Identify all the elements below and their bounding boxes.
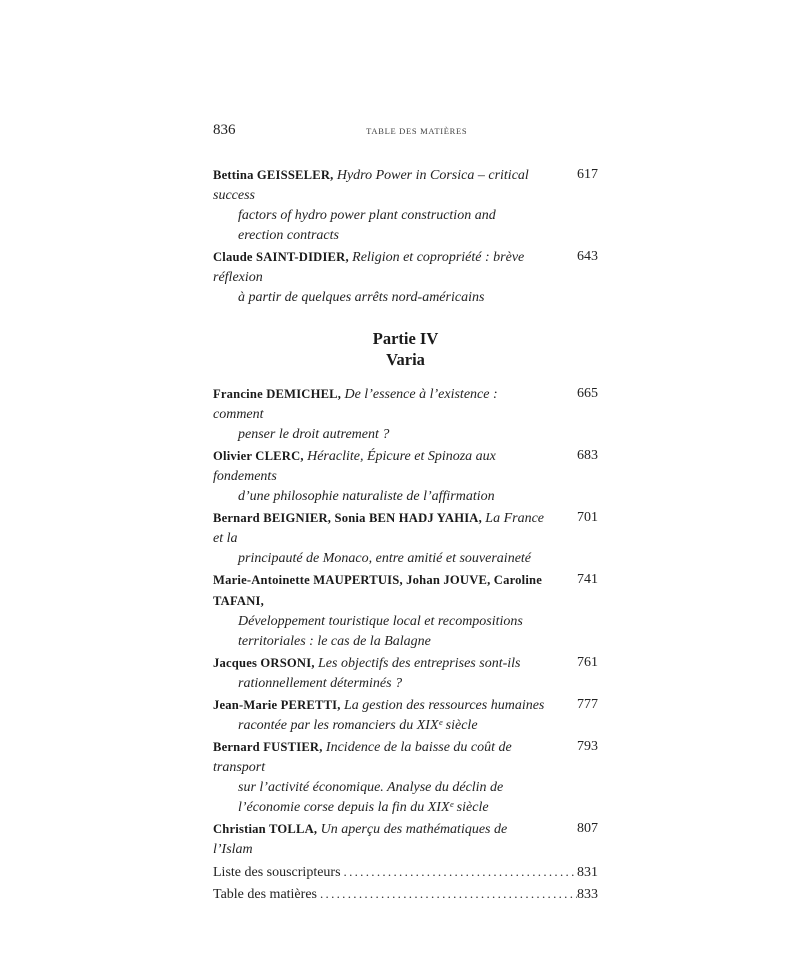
entry-page-number: 807	[577, 821, 598, 836]
entry-title-line: penser le droit autrement ?	[238, 427, 390, 442]
page-header	[213, 122, 598, 139]
entry-page-number: 761	[577, 655, 598, 670]
entry-authors: Marie-Antoinette MAUPERTUIS, Johan JOUVE, Caroline TAFANI,	[213, 573, 543, 608]
entry-title-line: rationnellement déterminés ?	[238, 676, 403, 691]
entry-first-line	[213, 653, 550, 674]
entry-title: La France et la	[213, 511, 545, 546]
entry-authors: Bernard BEIGNIER, Sonia BEN HADJ YAHIA,	[213, 511, 486, 525]
entry-page-number: 793	[577, 739, 598, 754]
dot-leader	[344, 861, 577, 883]
entry-text	[213, 508, 564, 569]
entry-first-line	[213, 165, 550, 206]
entry-page-number: 777	[577, 697, 598, 712]
entry-title: Religion et copropriété : brève réflexion	[213, 250, 525, 285]
entry-authors: Francine DEMICHEL,	[213, 387, 345, 401]
entry-title: De l’essence à l’existence : comment	[213, 387, 498, 422]
toc-entry	[213, 737, 598, 818]
entry-page-number: 683	[577, 448, 598, 463]
leader-label: Liste des souscripteurs	[213, 865, 341, 880]
entry-title-line: Développement touristique local et recompositions	[238, 614, 523, 629]
entry-page-number: 617	[577, 167, 598, 182]
entry-authors: Bernard FUSTIER,	[213, 740, 326, 754]
entry-page-number: 701	[577, 510, 598, 525]
entry-text	[213, 570, 564, 652]
entry-title-line: principauté de Monaco, entre amitié et souveraineté	[238, 551, 532, 566]
toc-entry	[213, 247, 598, 308]
entry-page-number: 741	[577, 572, 598, 587]
toc-entry	[213, 695, 598, 736]
entry-first-line	[213, 508, 550, 549]
section-heading	[213, 328, 598, 370]
toc-entry	[213, 165, 598, 246]
entry-first-line	[213, 384, 550, 425]
dot-leader	[320, 883, 577, 905]
entry-title: Hydro Power in Corsica – critical success	[213, 168, 529, 203]
entry-text	[213, 653, 564, 694]
entry-authors: Claude SAINT-DIDIER,	[213, 250, 353, 264]
entry-first-line	[213, 446, 550, 487]
entry-first-line	[213, 737, 550, 778]
entry-title-line: territoriales : le cas de la Balagne	[238, 634, 431, 649]
toc-leader-row	[213, 861, 598, 883]
entry-title-line: erection contracts	[238, 228, 339, 243]
toc-entry	[213, 570, 598, 652]
entry-authors: Christian TOLLA,	[213, 822, 321, 836]
entry-title: Héraclite, Épicure et Spinoza aux fondements	[213, 449, 496, 484]
entry-title-line: à partir de quelques arrêts nord-américains	[238, 290, 485, 305]
entry-text	[213, 384, 564, 445]
section-subtitle: Varia	[386, 350, 425, 369]
entry-page-number: 643	[577, 249, 598, 264]
entry-authors: Bettina GEISSELER,	[213, 168, 337, 182]
running-header: TABLE DES MATIÈRES	[366, 126, 468, 136]
entry-title-line: racontée par les romanciers du XIXᵉ siècle	[238, 718, 478, 733]
entry-text	[213, 819, 564, 860]
entry-text	[213, 695, 564, 736]
entry-first-line	[213, 247, 550, 288]
toc-entry	[213, 384, 598, 445]
entry-authors: Olivier CLERC,	[213, 449, 308, 463]
entry-text	[213, 737, 564, 818]
entry-title-line: l’économie corse depuis la fin du XIXᵉ siècle	[238, 800, 489, 815]
toc-entry	[213, 653, 598, 694]
page-number: 836	[213, 122, 236, 138]
entry-page-number: 665	[577, 386, 598, 401]
toc-entry	[213, 446, 598, 507]
entry-title: Les objectifs des entreprises sont-ils	[318, 656, 521, 671]
toc-leader-row	[213, 883, 598, 905]
entry-first-line	[213, 695, 550, 716]
entry-first-line	[213, 819, 550, 860]
toc-entry	[213, 819, 598, 860]
toc-entry	[213, 508, 598, 569]
entry-title-line: factors of hydro power plant construction and	[238, 208, 496, 223]
entry-text	[213, 165, 564, 246]
leader-label: Table des matières	[213, 887, 317, 902]
entry-text	[213, 247, 564, 308]
entry-title-line: sur l’activité économique. Analyse du déclin de	[238, 780, 504, 795]
leader-page-number: 831	[577, 865, 598, 880]
entry-title: La gestion des ressources humaines	[343, 698, 545, 713]
entry-first-line	[213, 570, 550, 612]
entry-authors: Jean-Marie PERETTI,	[213, 698, 344, 712]
entry-title: Incidence de la baisse du coût de transport	[213, 740, 512, 775]
entry-authors: Jacques ORSONI,	[213, 656, 319, 670]
leader-page-number: 833	[577, 887, 598, 902]
entry-title: Un aperçu des mathématiques de l’Islam	[213, 822, 508, 857]
entry-text	[213, 446, 564, 507]
entry-title-line: d’une philosophie naturaliste de l’affirmation	[238, 489, 495, 504]
section-title: Partie IV	[372, 329, 439, 348]
